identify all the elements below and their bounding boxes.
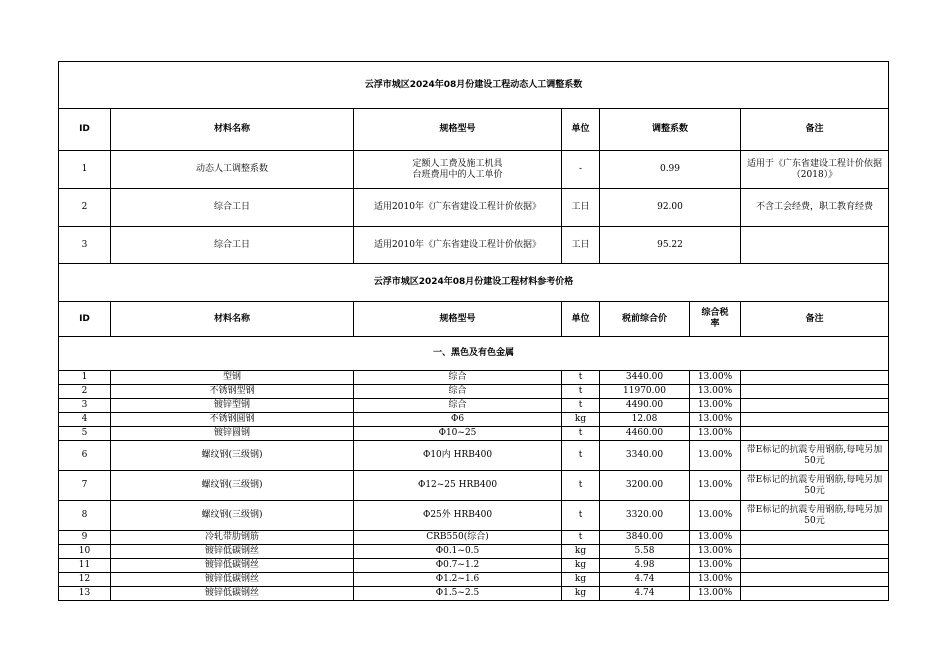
material-id: 10 (59, 545, 111, 559)
material-name: 冷轧带肋钢筋 (111, 531, 354, 545)
table-row (59, 441, 889, 471)
material-id: 12 (59, 573, 111, 587)
material-unit: kg (562, 587, 600, 601)
material-rate: 13.00% (690, 399, 741, 413)
material-rate: 13.00% (690, 501, 741, 531)
table-row (59, 227, 889, 264)
table-row (59, 371, 889, 385)
material-id: 7 (59, 471, 111, 501)
material-id: 4 (59, 413, 111, 427)
material-spec: CRB550(综合) (354, 531, 562, 545)
labor-row-unit: 工日 (562, 227, 600, 264)
table-row (59, 385, 889, 399)
labor-header-name: 材料名称 (111, 109, 354, 151)
material-price: 12.08 (600, 413, 690, 427)
material-id: 11 (59, 559, 111, 573)
section-label: 一、黑色及有色金属 (59, 337, 889, 371)
table-row (59, 587, 889, 601)
labor-row-value: 95.22 (600, 227, 741, 264)
table-row (59, 545, 889, 559)
labor-row-id: 1 (59, 151, 111, 189)
materials-header-spec: 规格型号 (354, 302, 562, 337)
table-row (59, 427, 889, 441)
material-note: 带E标记的抗震专用钢筋,每吨另加50元 (741, 471, 889, 501)
labor-row-id: 3 (59, 227, 111, 264)
material-spec: Φ6 (354, 413, 562, 427)
material-price: 3340.00 (600, 441, 690, 471)
materials-title-row (59, 264, 889, 302)
material-note (741, 573, 889, 587)
material-spec: 综合 (354, 371, 562, 385)
labor-header-row (59, 109, 889, 151)
material-spec: Φ0.7~1.2 (354, 559, 562, 573)
material-price: 4.74 (600, 573, 690, 587)
material-name: 镀锌低碳钢丝 (111, 559, 354, 573)
material-rate: 13.00% (690, 413, 741, 427)
material-unit: t (562, 471, 600, 501)
material-id: 6 (59, 441, 111, 471)
materials-header-id: ID (59, 302, 111, 337)
material-note (741, 545, 889, 559)
material-spec: 综合 (354, 399, 562, 413)
table-row (59, 151, 889, 189)
labor-row-note: 适用于《广东省建设工程计价依据（2018）》 (741, 151, 889, 189)
labor-header-id: ID (59, 109, 111, 151)
material-rate: 13.00% (690, 587, 741, 601)
material-name: 镀锌低碳钢丝 (111, 545, 354, 559)
material-note: 带E标记的抗震专用钢筋,每吨另加50元 (741, 441, 889, 471)
material-spec: Φ10内 HRB400 (354, 441, 562, 471)
material-rate: 13.00% (690, 471, 741, 501)
material-price: 11970.00 (600, 385, 690, 399)
labor-row-value: 0.99 (600, 151, 741, 189)
materials-header-rate: 综合税 率 (690, 302, 741, 337)
materials-header-unit: 单位 (562, 302, 600, 337)
price-sheet (58, 61, 889, 601)
material-rate: 13.00% (690, 385, 741, 399)
material-note (741, 399, 889, 413)
material-unit: t (562, 399, 600, 413)
table-row (59, 501, 889, 531)
material-id: 8 (59, 501, 111, 531)
material-id: 2 (59, 385, 111, 399)
material-rate: 13.00% (690, 371, 741, 385)
labor-row-spec: 定额人工费及施工机具 台班费用中的人工单价 (354, 151, 562, 189)
materials-header-note: 备注 (741, 302, 889, 337)
material-rate: 13.00% (690, 427, 741, 441)
material-price: 3440.00 (600, 371, 690, 385)
labor-row-value: 92.00 (600, 189, 741, 227)
material-name: 不锈钢型钢 (111, 385, 354, 399)
materials-header-row (59, 302, 889, 337)
material-name: 镀锌低碳钢丝 (111, 587, 354, 601)
material-id: 3 (59, 399, 111, 413)
material-unit: t (562, 385, 600, 399)
material-unit: t (562, 501, 600, 531)
material-rate: 13.00% (690, 545, 741, 559)
material-name: 螺纹钢(三级钢) (111, 441, 354, 471)
material-unit: t (562, 531, 600, 545)
material-rate: 13.00% (690, 531, 741, 545)
labor-header-unit: 单位 (562, 109, 600, 151)
material-note (741, 385, 889, 399)
material-spec: Φ12~25 HRB400 (354, 471, 562, 501)
material-unit: kg (562, 573, 600, 587)
section-row (59, 337, 889, 371)
material-spec: Φ1.2~1.6 (354, 573, 562, 587)
material-id: 5 (59, 427, 111, 441)
labor-row-note (741, 227, 889, 264)
table-row (59, 559, 889, 573)
material-spec: 综合 (354, 385, 562, 399)
materials-header-price: 税前综合价 (600, 302, 690, 337)
material-id: 13 (59, 587, 111, 601)
table-row (59, 189, 889, 227)
table-row (59, 471, 889, 501)
material-unit: kg (562, 545, 600, 559)
material-unit: t (562, 371, 600, 385)
material-note (741, 531, 889, 545)
materials-header-name: 材料名称 (111, 302, 354, 337)
material-name: 型钢 (111, 371, 354, 385)
table-row (59, 399, 889, 413)
material-price: 4.98 (600, 559, 690, 573)
labor-header-spec: 规格型号 (354, 109, 562, 151)
labor-row-id: 2 (59, 189, 111, 227)
material-unit: kg (562, 413, 600, 427)
material-note (741, 413, 889, 427)
labor-row-spec: 适用2010年《广东省建设工程计价依据》 (354, 227, 562, 264)
material-unit: kg (562, 559, 600, 573)
material-name: 镀锌低碳钢丝 (111, 573, 354, 587)
labor-row-spec: 适用2010年《广东省建设工程计价依据》 (354, 189, 562, 227)
material-spec: Φ0.1~0.5 (354, 545, 562, 559)
material-note (741, 371, 889, 385)
material-spec: Φ25外 HRB400 (354, 501, 562, 531)
material-spec: Φ1.5~2.5 (354, 587, 562, 601)
labor-row-unit: 工日 (562, 189, 600, 227)
table-row (59, 531, 889, 545)
table-row (59, 413, 889, 427)
labor-title: 云浮市城区2024年08月份建设工程动态人工调整系数 (59, 62, 889, 109)
material-name: 螺纹钢(三级钢) (111, 501, 354, 531)
table-row (59, 573, 889, 587)
material-note (741, 587, 889, 601)
material-note (741, 427, 889, 441)
material-price: 4.74 (600, 587, 690, 601)
material-name: 不锈钢圆钢 (111, 413, 354, 427)
material-name: 镀锌圆钢 (111, 427, 354, 441)
labor-header-value: 调整系数 (600, 109, 741, 151)
material-price: 4460.00 (600, 427, 690, 441)
material-note: 带E标记的抗震专用钢筋,每吨另加50元 (741, 501, 889, 531)
material-rate: 13.00% (690, 441, 741, 471)
material-name: 螺纹钢(三级钢) (111, 471, 354, 501)
material-name: 镀锌型钢 (111, 399, 354, 413)
material-unit: t (562, 427, 600, 441)
material-price: 3840.00 (600, 531, 690, 545)
material-rate: 13.00% (690, 559, 741, 573)
material-id: 1 (59, 371, 111, 385)
labor-row-name: 综合工日 (111, 227, 354, 264)
labor-row-name: 综合工日 (111, 189, 354, 227)
labor-row-note: 不含工会经费，职工教育经费 (741, 189, 889, 227)
material-spec: Φ10~25 (354, 427, 562, 441)
material-price: 4490.00 (600, 399, 690, 413)
materials-title: 云浮市城区2024年08月份建设工程材料参考价格 (59, 264, 889, 302)
material-id: 9 (59, 531, 111, 545)
material-rate: 13.00% (690, 573, 741, 587)
labor-row-unit: - (562, 151, 600, 189)
material-price: 3320.00 (600, 501, 690, 531)
material-price: 5.58 (600, 545, 690, 559)
labor-row-name: 动态人工调整系数 (111, 151, 354, 189)
material-unit: t (562, 441, 600, 471)
labor-header-note: 备注 (741, 109, 889, 151)
material-price: 3200.00 (600, 471, 690, 501)
material-note (741, 559, 889, 573)
